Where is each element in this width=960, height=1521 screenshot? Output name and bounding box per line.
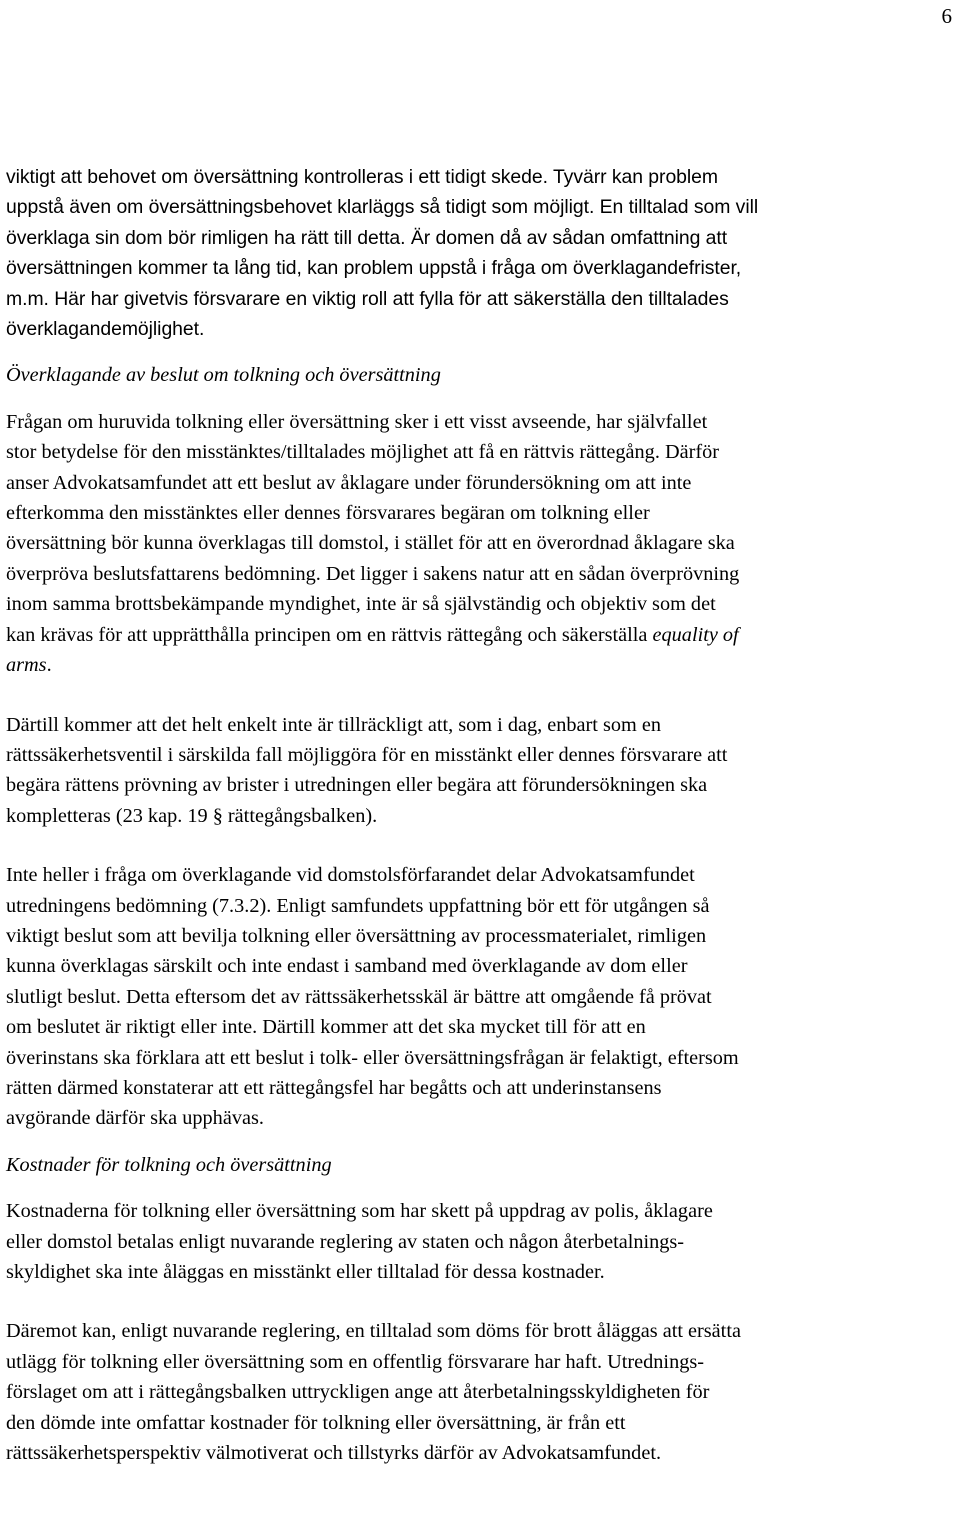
paragraph-costs-repayment: [6, 1316, 958, 1468]
text-segment: kan krävas för att upprätthålla principen om en rättvis rättegång och säkerställa: [6, 623, 653, 646]
text-line: eller domstol betalas enligt nuvarande reglering av staten och någon återbetalnings-: [6, 1230, 685, 1253]
text-line: överklagandemöjlighet.: [6, 318, 205, 341]
text-line: anser Advokatsamfundet att ett beslut av åklagare under förundersökning om att inte: [6, 471, 692, 494]
section-heading-appeal: Överklagande av beslut om tolkning och översättning: [6, 364, 441, 387]
paragraph-translation-need: [6, 162, 958, 344]
page-number: 6: [941, 4, 952, 28]
text-line: kunna överklagas särskilt och inte endast i samband med överklagande av dom eller: [6, 955, 688, 978]
italic-term: equality of: [652, 623, 739, 646]
text-line: Frågan om huruvida tolkning eller översättning sker i ett visst avseende, har självfallet: [6, 410, 708, 433]
text-line: om beslutet är riktigt eller inte. Därtill kommer att det ska mycket till för att en: [6, 1016, 646, 1039]
paragraph-safety-valve: [6, 710, 958, 832]
text-segment: rättegångsbalken).: [222, 804, 378, 827]
section-sign: §: [212, 804, 223, 827]
text-line: stor betydelse för den misstänktes/tilltalades möjlighet att få en rättvis rättegång. Därför: [6, 441, 720, 464]
text-line: slutligt beslut. Detta eftersom det av rättssäkerhetsskäl är bättre att omgående få prövat: [6, 985, 712, 1008]
text-line: utlägg för tolkning eller översättning som en offentlig försvarare har haft. Utrednings-: [6, 1350, 704, 1373]
italic-term: arms: [6, 654, 47, 677]
text-line: rättssäkerhetsventil i särskilda fall möjliggöra för en misstänkt eller dennes försvarare att: [6, 743, 728, 766]
text-line: skyldighet ska inte åläggas en misstänkt eller tilltalad för dessa kostnader.: [6, 1261, 605, 1283]
text-line: överinstans ska förklara att ett beslut i tolk- eller översättningsfrågan är felaktigt, eftersom: [6, 1046, 739, 1069]
text-line: översättning bör kunna överklagas till domstol, i stället för att en överordnad åklagare ska: [6, 532, 735, 555]
text-segment: kompletteras (23 kap. 19: [6, 804, 213, 827]
paragraph-court-appeal: [6, 860, 958, 1134]
text-line: efterkomma den misstänktes eller dennes försvarares begäran om tolkning eller: [6, 502, 650, 525]
text-line: rätten därmed konstaterar att ett rättegångsfel har begåtts och att underinstansens: [6, 1076, 662, 1099]
section-heading-costs: Kostnader för tolkning och översättning: [6, 1153, 332, 1176]
text-line: Därtill kommer att det helt enkelt inte är tillräckligt att, som i dag, enbart som en: [6, 713, 662, 736]
text-line: uppstå även om översättningsbehovet klarläggs så tidigt som möjligt. En tilltalad som vill: [6, 196, 759, 219]
document-body: [6, 162, 958, 1468]
text-line: [6, 801, 958, 831]
text-line: Kostnaderna för tolkning eller översättning som har skett på uppdrag av polis, åklagare: [6, 1200, 713, 1223]
text-line: inom samma brottsbekämpande myndighet, inte är så självständig och objektiv som det: [6, 593, 716, 616]
paragraph-costs-state: [6, 1196, 958, 1287]
text-line: den dömde inte omfattar kostnader för tolkning eller översättning, är från ett: [6, 1411, 626, 1434]
text-line: begära rättens prövning av brister i utredningen eller begära att förundersökningen ska: [6, 774, 708, 797]
text-line: avgörande därför ska upphävas.: [6, 1107, 264, 1130]
text-line: överklaga sin dom bör rimligen ha rätt till detta. Är domen då av sådan omfattning att: [6, 226, 728, 249]
text-line: viktigt beslut som att bevilja tolkning eller översättning av processmaterialet, rimligen: [6, 924, 707, 947]
text-segment: .: [46, 654, 52, 677]
text-line: m.m. Här har givetvis försvarare en viktig roll att fylla för att säkerställa den tilltalades: [6, 287, 729, 310]
text-line: rättssäkerhetsperspektiv välmotiverat och tillstyrks därför av Advokatsamfundet.: [6, 1442, 662, 1465]
text-line: utredningens bedömning (7.3.2). Enligt samfundets uppfattning bör ett för utgången så: [6, 894, 710, 917]
text-line: [6, 620, 958, 650]
text-line: [6, 650, 958, 680]
text-line: överpröva beslutsfattarens bedömning. Det ligger i sakens natur att en sådan överprövning: [6, 562, 740, 585]
text-line: viktigt att behovet om översättning kontrolleras i ett tidigt skede. Tyvärr kan problem: [6, 166, 719, 188]
text-line: Däremot kan, enligt nuvarande reglering, en tilltalad som döms för brott åläggas att ersätta: [6, 1320, 741, 1343]
text-line: översättningen kommer ta lång tid, kan problem uppstå i fråga om överklagandefrister,: [6, 257, 742, 280]
paragraph-appeal-decision: [6, 407, 958, 681]
text-line: Inte heller i fråga om överklagande vid domstolsförfarandet delar Advokatsamfundet: [6, 864, 695, 887]
text-line: förslaget om att i rättegångsbalken uttryckligen ange att återbetalningsskyldigheten för: [6, 1381, 710, 1404]
